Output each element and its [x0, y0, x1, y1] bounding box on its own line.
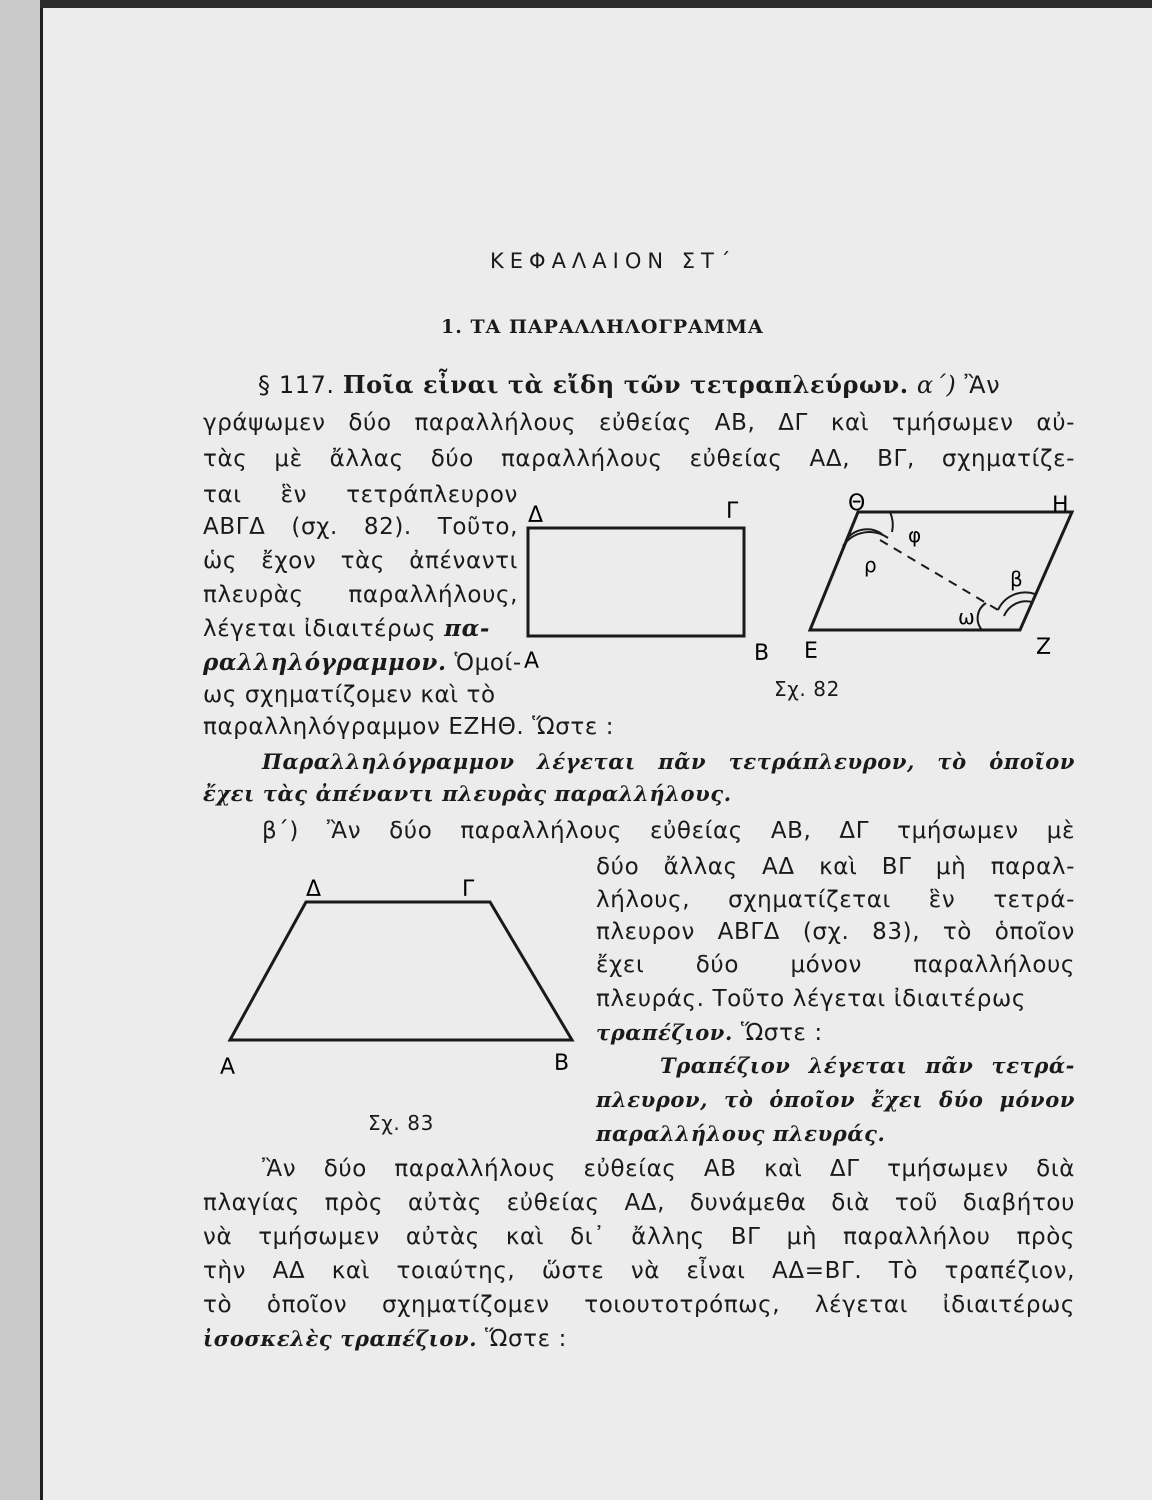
fig82-label-h: Η [1052, 493, 1069, 518]
para-c-line-4: τὴν ΑΔ καὶ τοιαύτης, ὥστε νὰ εἶναι ΑΔ=ΒΓ. Τὸ τραπέζιον, [203, 1258, 1075, 1284]
para117-left-line-5-text: λέγεται ἰδιαιτέρως [203, 616, 437, 642]
fig83-label-d: Δ [306, 877, 322, 902]
para117-line3: τὰς μὲ ἄλλας δύο παραλλήλους εὐθείας ΑΔ, ΒΓ, σχηματίζε- [203, 446, 1075, 472]
para-c-line-6 [203, 1322, 567, 1356]
fig82-label-e: Ε [804, 639, 818, 664]
para-c-hoste: Ὥστε : [485, 1326, 567, 1352]
definition-trapezium-2: πλευρον, τὸ ὁποῖον ἔχει δύο μόνον [596, 1087, 1075, 1112]
rectangle-abgd [528, 528, 744, 636]
para117-left-line-4: πλευρὰς παραλλήλους, [203, 582, 518, 608]
term-parallelogram-part2: ραλληλόγραμμον. [203, 649, 447, 676]
fig82-label-b: Β [754, 641, 770, 666]
para117-left-line-6 [203, 646, 522, 680]
section-heading: Ποῖα εἶναι τὰ εἴδη τῶν τετραπλεύρων. [342, 370, 909, 399]
fig82-label-g: Γ [726, 499, 739, 524]
para-b-right-line-3: πλευρον ΑΒΓΔ (σχ. 83), τὸ ὁποῖον [596, 919, 1075, 945]
fig83-caption: Σχ. 83 [368, 1111, 434, 1135]
parallelogram-ezhth [810, 512, 1072, 630]
para-c-line-2: πλαγίας πρὸς αὐτὰς εὐθείας ΑΔ, δυνάμεθα διὰ τοῦ διαβήτου [203, 1190, 1075, 1216]
term-trapezium: τραπέζιον. [596, 1020, 733, 1045]
para117-left-line-3: ὡς ἔχον τὰς ἀπέναντι [203, 548, 518, 574]
fig83-label-a: Α [220, 1055, 236, 1080]
definition-trapezium-1: Τραπέζιον λέγεται πᾶν τετρά- [660, 1053, 1075, 1078]
figure-83 [210, 872, 590, 1082]
fig82-label-d: Δ [528, 503, 544, 528]
chapter-title: ΚΕΦΑΛΑΙΟΝ ΣΤ΄ [490, 249, 737, 273]
section-title: 1. ΤΑ ΠΑΡΑΛΛΗΛΟΓΡΑΜΜΑ [441, 316, 764, 338]
para117-left-line-7: ως σχηματίζομεν καὶ τὸ [203, 682, 496, 708]
definition-parallelogram-2: ἔχει τὰς ἀπέναντι πλευρὰς παραλλήλους. [203, 781, 732, 806]
para-b-line1: β΄) Ἂν δύο παραλλήλους εὐθείας ΑΒ, ΔΓ τμήσωμεν μὲ [262, 818, 1075, 844]
fig82-angle-phi: φ [908, 523, 922, 547]
para-c-line-1: Ἂν δύο παραλλήλους εὐθείας ΑΒ καὶ ΔΓ τμήσωμεν διὰ [262, 1156, 1075, 1182]
para-c-line-5: τὸ ὁποῖον σχηματίζομεν τοιουτοτρόπως, λέγεται ἰδιαιτέρως [203, 1292, 1075, 1318]
para117-left-line-1: ται ἓν τετράπλευρον [203, 482, 518, 508]
fig83-label-g: Γ [462, 877, 475, 902]
para117-left-line-5 [203, 612, 490, 646]
para117-start: Ἂν [964, 371, 1001, 399]
section-number: § 117. [258, 371, 335, 399]
fig82-label-a: Α [524, 649, 540, 674]
para-b-right-line-4: ἔχει δύο μόνον παραλλήλους [596, 952, 1075, 978]
para-b-right-line-6 [596, 1016, 823, 1050]
term-parallelogram-part1: πα- [444, 615, 491, 642]
para117-line2: γράψωμεν δύο παραλλήλους εὐθείας ΑΒ, ΔΓ καὶ τμήσωμεν αὐ- [203, 410, 1075, 436]
para117-left-line-2: ΑΒΓΔ (σχ. 82). Τοῦτο, [203, 514, 518, 540]
fig82-label-z: Ζ [1036, 635, 1052, 660]
page-top-edge [40, 0, 1152, 8]
fig82-label-th: Θ [848, 491, 866, 516]
para117-line-ezhth: παραλληλόγραμμον ΕΖΗΘ. Ὥστε : [203, 714, 615, 740]
para-b-right-line-2: λήλους, σχηματίζεται ἓν τετρά- [596, 887, 1075, 913]
trapezium-abgd [230, 902, 572, 1040]
para-b-hoste: Ὥστε : [740, 1020, 823, 1046]
fig82-angle-rho: ρ [864, 553, 877, 577]
fig82-angle-omega: ω [958, 605, 975, 629]
para-c-line-3: νὰ τμήσωμεν αὐτὰς καὶ δι᾽ ἄλλης ΒΓ μὴ παραλλήλου πρὸς [203, 1224, 1075, 1250]
term-isosceles-trapezium: ἰσοσκελὲς τραπέζιον. [203, 1326, 478, 1351]
diagonal-th-z [880, 540, 998, 610]
para-b-right-line-5: πλευράς. Τοῦτο λέγεται ἰδιαιτέρως [596, 986, 1026, 1012]
para117-line1 [258, 368, 1000, 402]
para-b-right-line-1: δύο ἄλλας ΑΔ καὶ ΒΓ μὴ παραλ- [596, 854, 1075, 880]
fig83-label-b: Β [554, 1051, 570, 1076]
angle-arc-phi [890, 512, 893, 532]
para117-continue: Ὁμοί- [454, 650, 522, 676]
definition-trapezium-3: παραλλήλους πλευράς. [596, 1121, 886, 1146]
figure-82 [520, 490, 1080, 700]
definition-parallelogram-1: Παραλληλόγραμμον λέγεται πᾶν τετράπλευρον, τὸ ὁποῖον [262, 749, 1075, 774]
item-marker-a: α΄) [916, 371, 957, 399]
fig82-caption: Σχ. 82 [774, 677, 840, 701]
angle-arc-omega [978, 603, 986, 630]
fig82-angle-beta: β [1010, 567, 1023, 591]
